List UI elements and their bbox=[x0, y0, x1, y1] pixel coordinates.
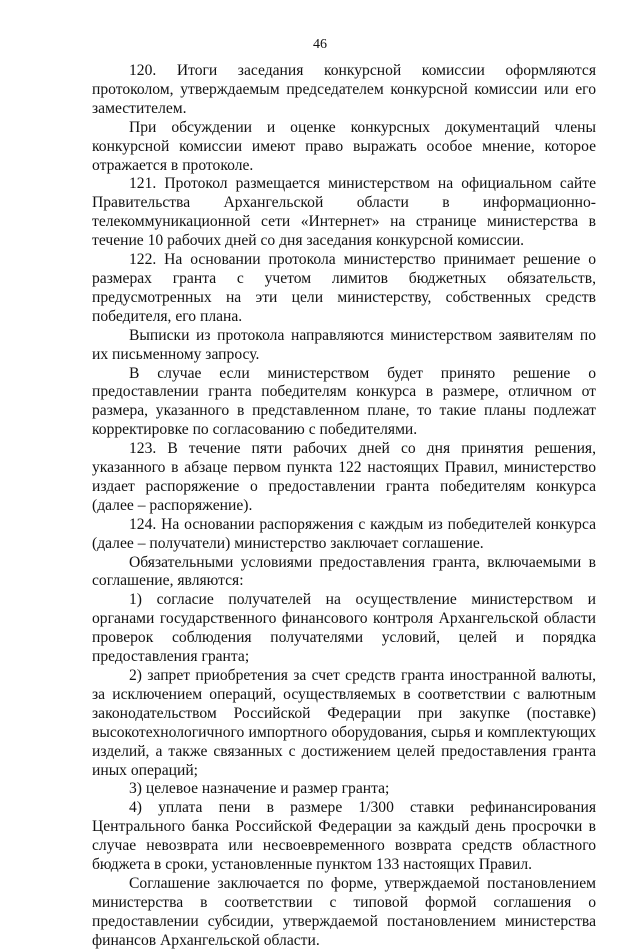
list-item-1: 1) согласие получателей на осуществление министерством и органами государственного финансового контроля Архангельской области проверок соблюдения получателями условий, целей и порядка предоставления гранта; bbox=[92, 591, 596, 666]
list-item-4: 4) уплата пени в размере 1/300 ставки рефинансирования Центрального банка Российской Федерации за каждый день просрочки в случае невозврата или несвоевременного возврата средств областного бюджета в сроки, установленные пунктом 133 настоящих Правил. bbox=[92, 799, 596, 874]
list-item-3: 3) целевое назначение и размер гранта; bbox=[129, 780, 390, 798]
paragraph-extracts: Выписки из протокола направляются министерством заявителям по их письменному запросу. bbox=[92, 326, 596, 363]
page-number: 46 bbox=[313, 37, 327, 52]
paragraph-123: 123. В течение пяти рабочих дней со дня принятия решения, указанного в абзаце первом пункта 122 настоящих Правил, министерство издает распоряжение о предоставлении гранта победителям конкурса (далее – распоряжение). bbox=[92, 440, 596, 514]
paragraph-121: 121. Протокол размещается министерством на официальном сайте Правительства Архангельской области в информационно-телекоммуникационной сети «Интернет» на странице министерства в течение 10 рабочих дней со дня заседания конкурсной комиссии. bbox=[92, 175, 596, 250]
paragraph-special-opinion: При обсуждении и оценке конкурсных документаций члены конкурсной комиссии имеют право выражать особое мнение, которое отражается в протоколе. bbox=[92, 118, 596, 174]
paragraph-122: 122. На основании протокола министерство принимает решение о размерах гранта с учетом лимитов бюджетных обязательств, предусмотренных на эти цели министерству, собственных средств победителя, его плана. bbox=[92, 251, 596, 325]
paragraph-120: 120. Итоги заседания конкурсной комиссии оформляются протоколом, утверждаемым председателем конкурсной комиссии или его заместителем. bbox=[92, 62, 596, 117]
paragraph-mandatory-conditions: Обязательными условиями предоставления гранта, включаемыми в соглашение, являются: bbox=[92, 553, 596, 590]
paragraph-124: 124. На основании распоряжения с каждым из победителей конкурса (далее – получатели) министерство заключает соглашение. bbox=[92, 515, 596, 552]
paragraph-plan-adjustment: В случае если министерством будет принято решение о предоставлении гранта победителям конкурса в размере, отличном от размера, указанного в представленном плане, то такие планы подлежат корректировке по согласованию с победителями. bbox=[92, 364, 596, 439]
document-body bbox=[92, 62, 596, 951]
list-item-2: 2) запрет приобретения за счет средств гранта иностранной валюты, за исключением операций, осуществляемых в соответствии с валютным законодательством Российской Федерации при закупке (поставке) высокотехнологичного импортного оборудования, сырья и комплектующих изделий, а также связанных с достижением целей предоставления гранта иных операций; bbox=[92, 667, 596, 779]
paragraph-agreement-form: Соглашение заключается по форме, утверждаемой постановлением министерства в соответствии с типовой формой соглашения о предоставлении субсидии, утверждаемой постановлением министерства финансов Архангельской области. bbox=[92, 874, 596, 949]
